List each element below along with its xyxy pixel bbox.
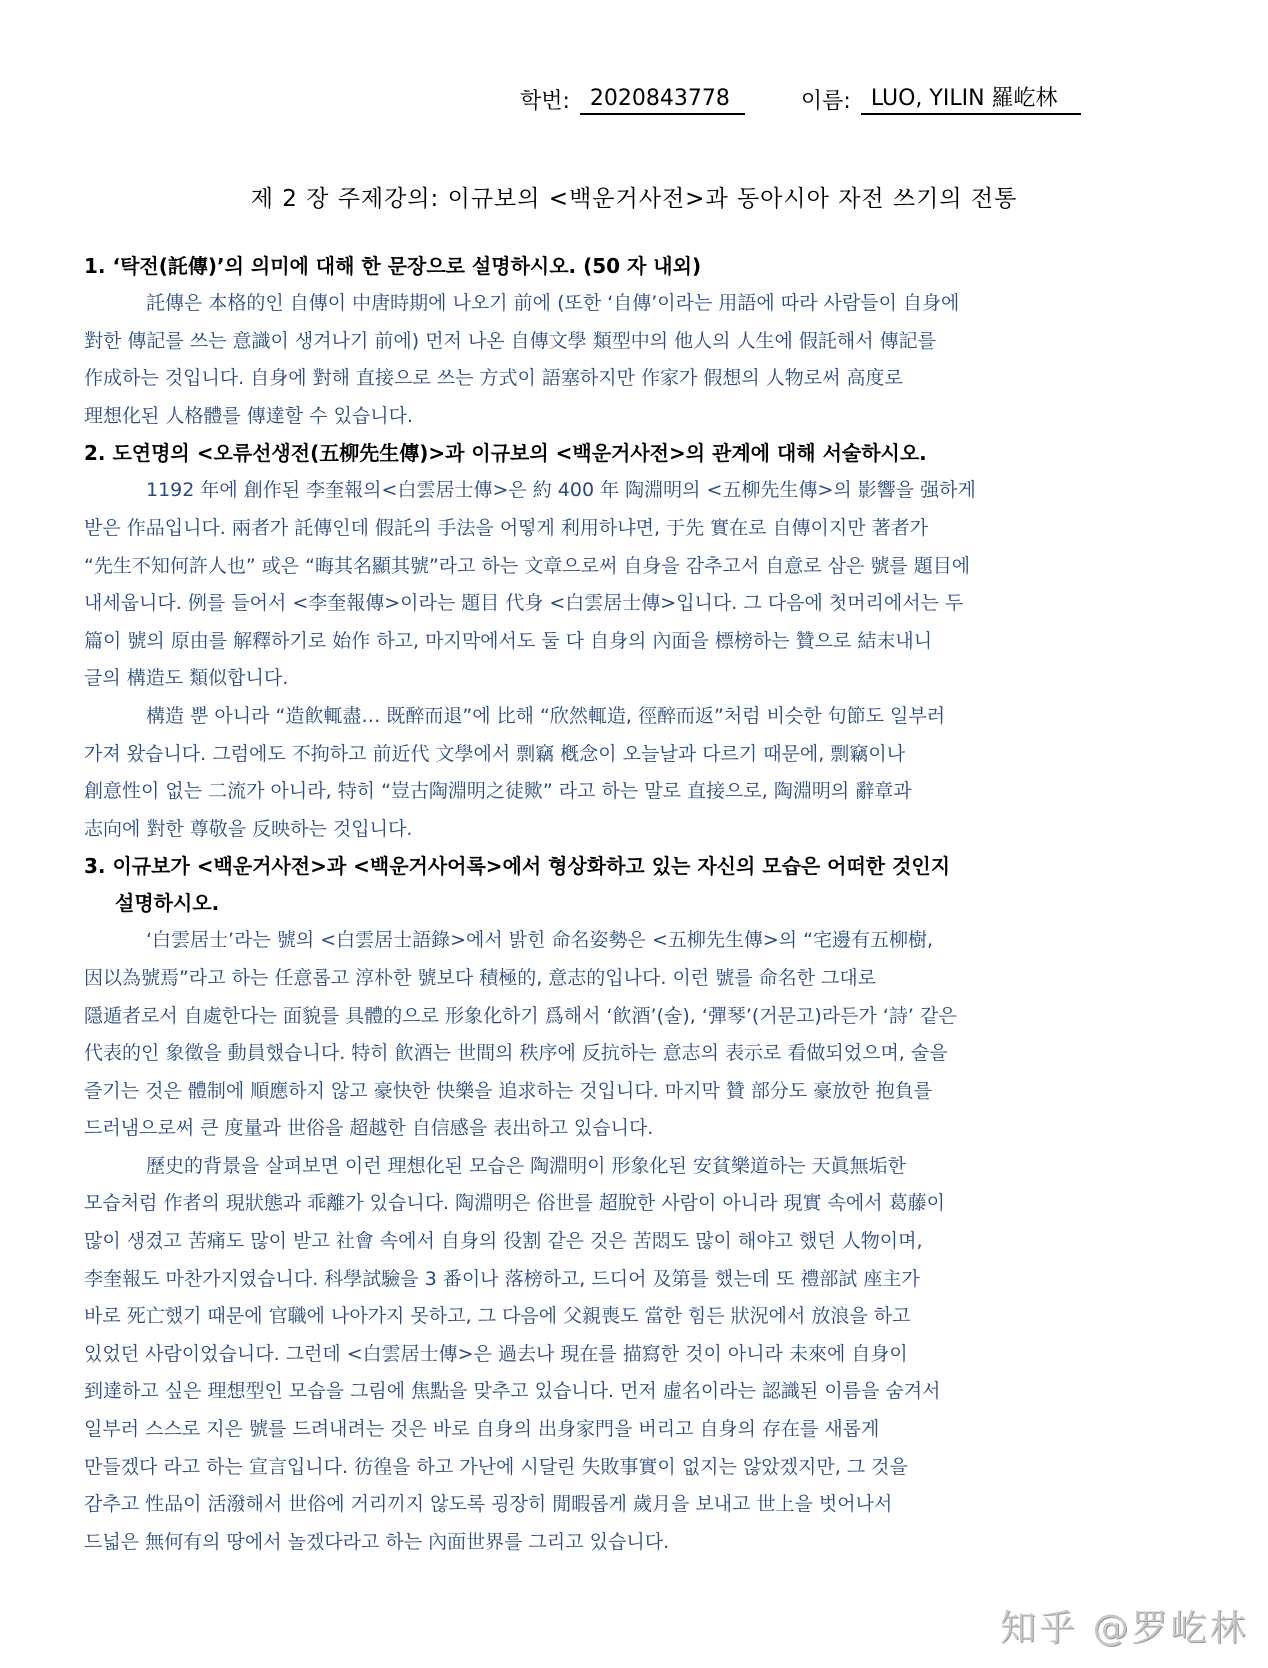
document-title: 제 2 장 주제강의: 이규보의 <백운거사전>과 동아시아 자전 쓰기의 전통 (250, 186, 1018, 212)
text-line: 到達하고 싶은 理想型인 모습을 그림에 焦點을 맞추고 있습니다. 먼저 虛名이라는 認識된 이름을 숨겨서 (84, 1380, 941, 1403)
student-id-label: 학번: (520, 89, 570, 114)
text-line: 즐기는 것은 體制에 順應하지 않고 豪快한 快樂을 追求하는 것입니다. 마지막 贊 部分도 豪放한 抱負를 (84, 1079, 933, 1102)
text-line: 가져 왔습니다. 그럼에도 不拘하고 前近代 文學에서 剽竊 槪念이 오늘날과 다르기 때문에, 剽竊이나 (84, 742, 906, 765)
text-line: 對한 傳記를 쓰는 意識이 생겨나기 前에) 먼저 나온 自傳文學 類型中의 他人의 人生에 假託해서 傳記를 (84, 329, 937, 352)
text-line: 創意性이 없는 二流가 아니라, 特히 “豈古陶淵明之徒歟” 라고 하는 말로 直接으로, 陶淵明의 辭章과 (84, 780, 912, 803)
text-line: 드러냄으로써 큰 度量과 世俗을 超越한 自信感을 表出하고 있습니다. (84, 1117, 654, 1140)
text-line: 많이 생겼고 苦痛도 많이 받고 社會 속에서 自身의 役割 같은 것은 苦悶도 많이 해야고 했던 人物이며, (84, 1230, 923, 1253)
text-line: 構造 뿐 아니라 “造飮輒盡… 既醉而退”에 比해 “欣然輒造, 徑醉而返”처럼 비슷한 句節도 일부러 (146, 704, 946, 727)
question-3-continuation: 설명하시오. (115, 891, 220, 916)
text-line: 받은 作品입니다. 兩者가 託傳인데 假託의 手法을 어떻게 利用하냐면, 于先 實在로 自傳이지만 著者가 (84, 516, 928, 539)
document-body (84, 248, 1204, 1561)
question-3: 3. 이규보가 <백운거사전>과 <백운거사어록>에서 형상화하고 있는 자신의 모습은 어떠한 것인지 (84, 854, 951, 879)
answer-2-paragraph-2 (84, 698, 1204, 848)
text-line: 바로 死亡했기 때문에 官職에 나아가지 못하고, 그 다음에 父親喪도 當한 힘든 狀況에서 放浪을 하고 (84, 1305, 911, 1328)
text-line: 만들겠다 라고 하는 宣言입니다. 彷徨을 하고 가난에 시달린 失敗事實이 없지는 않았겠지만, 그 것을 (84, 1455, 908, 1478)
answer-2-paragraph-1 (84, 472, 1204, 698)
question-1: 1. ‘탁전(託傳)’의 의미에 대해 한 문장으로 설명하시오. (50 자 내외) (84, 254, 702, 278)
name-value: LUO, YILIN 羅屹林 (861, 85, 1081, 115)
text-line: 作成하는 것입니다. 自身에 對해 直接으로 쓰는 方式이 語塞하지만 作家가 假想의 人物로써 高度로 (84, 367, 903, 390)
text-line: 감추고 性品이 活潑해서 世俗에 거리끼지 않도록 굉장히 閒暇롭게 歲月을 보내고 世上을 벗어나서 (84, 1493, 893, 1516)
text-line: 因以為號焉”라고 하는 任意롭고 淳朴한 號보다 積極的, 意志的입나다. 이런 號를 命名한 그대로 (84, 966, 877, 989)
answer-3-paragraph-2 (84, 1148, 1204, 1562)
zhihu-watermark: 知乎 @罗屹林 (1000, 1608, 1249, 1649)
text-line: 理想化된 人格體를 傳達할 수 있습니다. (84, 404, 414, 427)
text-line: 있었던 사람이었습니다. 그런데 <白雲居士傳>은 過去나 現在를 描寫한 것이 아니라 未來에 自身이 (84, 1342, 908, 1365)
text-line: 일부러 스스로 지은 號를 드려내려는 것은 바로 自身의 出身家門을 버리고 自身의 存在를 새롭게 (84, 1418, 880, 1441)
answer-1-paragraph-1 (84, 285, 1204, 435)
text-line: 1192 年에 創作된 李奎報의<白雲居士傳>은 約 400 年 陶淵明의 <五柳先生傳>의 影響을 强하게 (146, 479, 976, 502)
student-id-value: 2020843778 (580, 85, 745, 115)
question-2: 2. 도연명의 <오류선생전(五柳先生傳)>과 이규보의 <백운거사전>의 관계에 대해 서술하시오. (84, 441, 927, 466)
text-line: 드넓은 無何有의 땅에서 놀겠다라고 하는 內面世界를 그리고 있습니다. (84, 1530, 670, 1553)
text-line: 글의 構造도 類似합니다. (84, 667, 289, 690)
text-line: 代表的인 象徵을 動員했습니다. 特히 飮酒는 世間의 秩序에 反抗하는 意志의 表示로 看做되었으며, 술을 (84, 1042, 948, 1065)
text-line: 篇이 號의 原由를 解釋하기로 始作 하고, 마지막에서도 둘 다 自身의 內面을 標榜하는 贊으로 結末내니 (84, 629, 933, 652)
text-line: 志向에 對한 尊敬을 反映하는 것입니다. (84, 817, 413, 840)
answer-3-paragraph-1 (84, 922, 1204, 1148)
text-line: 李奎報도 마찬가지였습니다. 科學試驗을 3 番이나 落榜하고, 드디어 及第를 했는데 또 禮部試 座主가 (84, 1267, 920, 1290)
text-line: ‘白雲居士’라는 號의 <白雲居士語錄>에서 밝힌 命名姿勢은 <五柳先生傳>의 “宅邊有五柳樹, (146, 929, 934, 952)
student-info-header (520, 84, 1081, 115)
text-line: “先生不知何許人也” 或은 “晦其名顯其號”라고 하는 文章으로써 自身을 감추고서 自意로 삼은 號를 題目에 (84, 554, 971, 577)
text-line: 모습처럼 作者의 現狀態과 乖離가 있습니다. 陶淵明은 俗世를 超脫한 사람이 아니라 現實 속에서 葛藤이 (84, 1192, 946, 1215)
text-line: 歷史的背景을 살펴보면 이런 理想化된 모습은 陶淵明이 形象化된 安貧樂道하는 天眞無垢한 (146, 1154, 906, 1177)
text-line: 내세웁니다. 例를 들어서 <李奎報傳>이라는 題目 代身 <白雲居士傳>입니다. 그 다음에 첫머리에서는 두 (84, 592, 964, 615)
text-line: 託傳은 本格的인 自傳이 中唐時期에 나오기 前에 (또한 ‘自傳’이라는 用語에 따라 사람들이 自身에 (146, 292, 960, 314)
text-line: 隱遁者로서 自處한다는 面貌를 具體的으로 形象化하기 爲해서 ‘飮酒’(술), ‘彈琴’(거문고)라든가 ‘詩’ 같은 (84, 1004, 957, 1027)
name-label: 이름: (800, 89, 851, 114)
